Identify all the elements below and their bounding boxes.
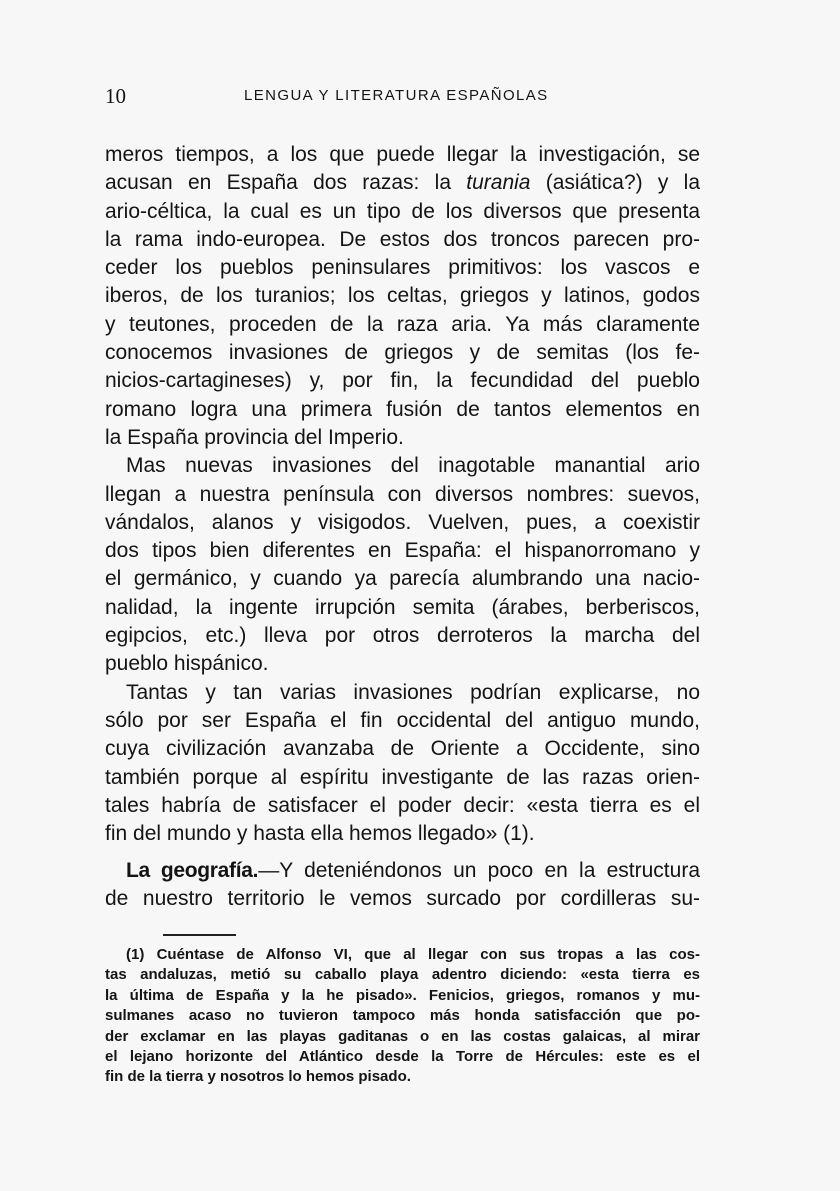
- page-number: 10: [105, 84, 126, 108]
- text-line: el germánico, y cuando ya parecía alumbrando una nacio-: [105, 567, 700, 591]
- text-line: tales habría de satisfacer el poder decir: «esta tierra es el: [105, 793, 700, 817]
- section-heading: La geografía.: [126, 859, 259, 882]
- running-head: LENGUA Y LITERATURA ESPAÑOLAS: [244, 87, 549, 104]
- text-line: conocemos invasiones de griegos y de semitas (los fe-: [105, 341, 700, 365]
- main-text: [105, 141, 700, 848]
- text-line: dos tipos bien diferentes en España: el hispanorromano y: [105, 539, 700, 563]
- footnote-line: el lejano horizonte del Atlántico desde la Torre de Hércules: este es el: [105, 1047, 700, 1065]
- text-line: ario-céltica, la cual es un tipo de los diversos que presenta: [105, 199, 700, 223]
- text-line: pueblo hispánico.: [105, 652, 269, 676]
- text-line: egipcios, etc.) lleva por otros derroteros la marcha del: [105, 624, 700, 648]
- page-header: [105, 84, 705, 114]
- text-line: y teutones, proceden de la raza aria. Ya más claramente: [105, 312, 700, 336]
- text-line: cuya civilización avanzaba de Oriente a Occidente, sino: [105, 737, 700, 761]
- footnote: [105, 945, 700, 1088]
- text-line: sólo por ser España el fin occidental del antiguo mundo,: [105, 708, 700, 732]
- text-line: Mas nuevas invasiones del inagotable manantial ario: [126, 454, 700, 478]
- italic-term: turania: [466, 171, 531, 195]
- text-line: ceder los pueblos peninsulares primitivos: los vascos e: [105, 256, 700, 280]
- footnote-divider: [163, 934, 236, 936]
- section-line: —Y deteniéndonos un poco en la estructura: [258, 859, 700, 882]
- text-line: iberos, de los turanios; los celtas, griegos y latinos, godos: [105, 284, 700, 308]
- text-line: Tantas y tan varias invasiones podrían explicarse, no: [126, 680, 700, 704]
- text-line: la España provincia del Imperio.: [105, 425, 404, 449]
- text-line: llegan a nuestra península con diversos nombres: suevos,: [105, 482, 700, 506]
- text-line: nalidad, la ingente irrupción semita (árabes, berberiscos,: [105, 595, 700, 619]
- footnote-line: sulmanes acaso no tuvieron tampoco más honda satisfacción que po-: [105, 1007, 700, 1025]
- text-line: meros tiempos, a los que puede llegar la investigación, se: [105, 143, 700, 166]
- text-line: acusan en España dos razas: la turania (asiática?) y la: [105, 171, 700, 195]
- text-line: también porque al espíritu investigante de las razas orien-: [105, 765, 700, 789]
- text-line: la rama indo-europea. De estos dos troncos parecen pro-: [105, 227, 700, 251]
- text-line: nicios-cartagineses) y, por fin, la fecundidad del pueblo: [105, 369, 700, 393]
- footnote-line: fin de la tierra y nosotros lo hemos pisado.: [105, 1068, 411, 1086]
- footnote-line: (1) Cuéntase de Alfonso VI, que al llegar con sus tropas a las cos-: [126, 946, 700, 963]
- text-line: fin del mundo y hasta ella hemos llegado» (1).: [105, 822, 535, 846]
- text-line: romano logra una primera fusión de tantos elementos en: [105, 397, 700, 421]
- footnote-line: der exclamar en las playas gaditanas o en las costas galaicas, al mirar: [105, 1027, 700, 1045]
- footnote-line: la última de España y la he pisado». Fenicios, griegos, romanos y mu-: [105, 986, 700, 1004]
- footnote-line: tas andaluzas, metió su caballo playa adentro diciendo: «esta tierra es: [105, 966, 700, 984]
- section-line: de nuestro territorio le vemos surcado por cordilleras su-: [105, 887, 700, 911]
- text-line: vándalos, alanos y visigodos. Vuelven, pues, a coexistir: [105, 510, 700, 534]
- section-geografia: [105, 857, 700, 914]
- section-first-line: [105, 857, 700, 885]
